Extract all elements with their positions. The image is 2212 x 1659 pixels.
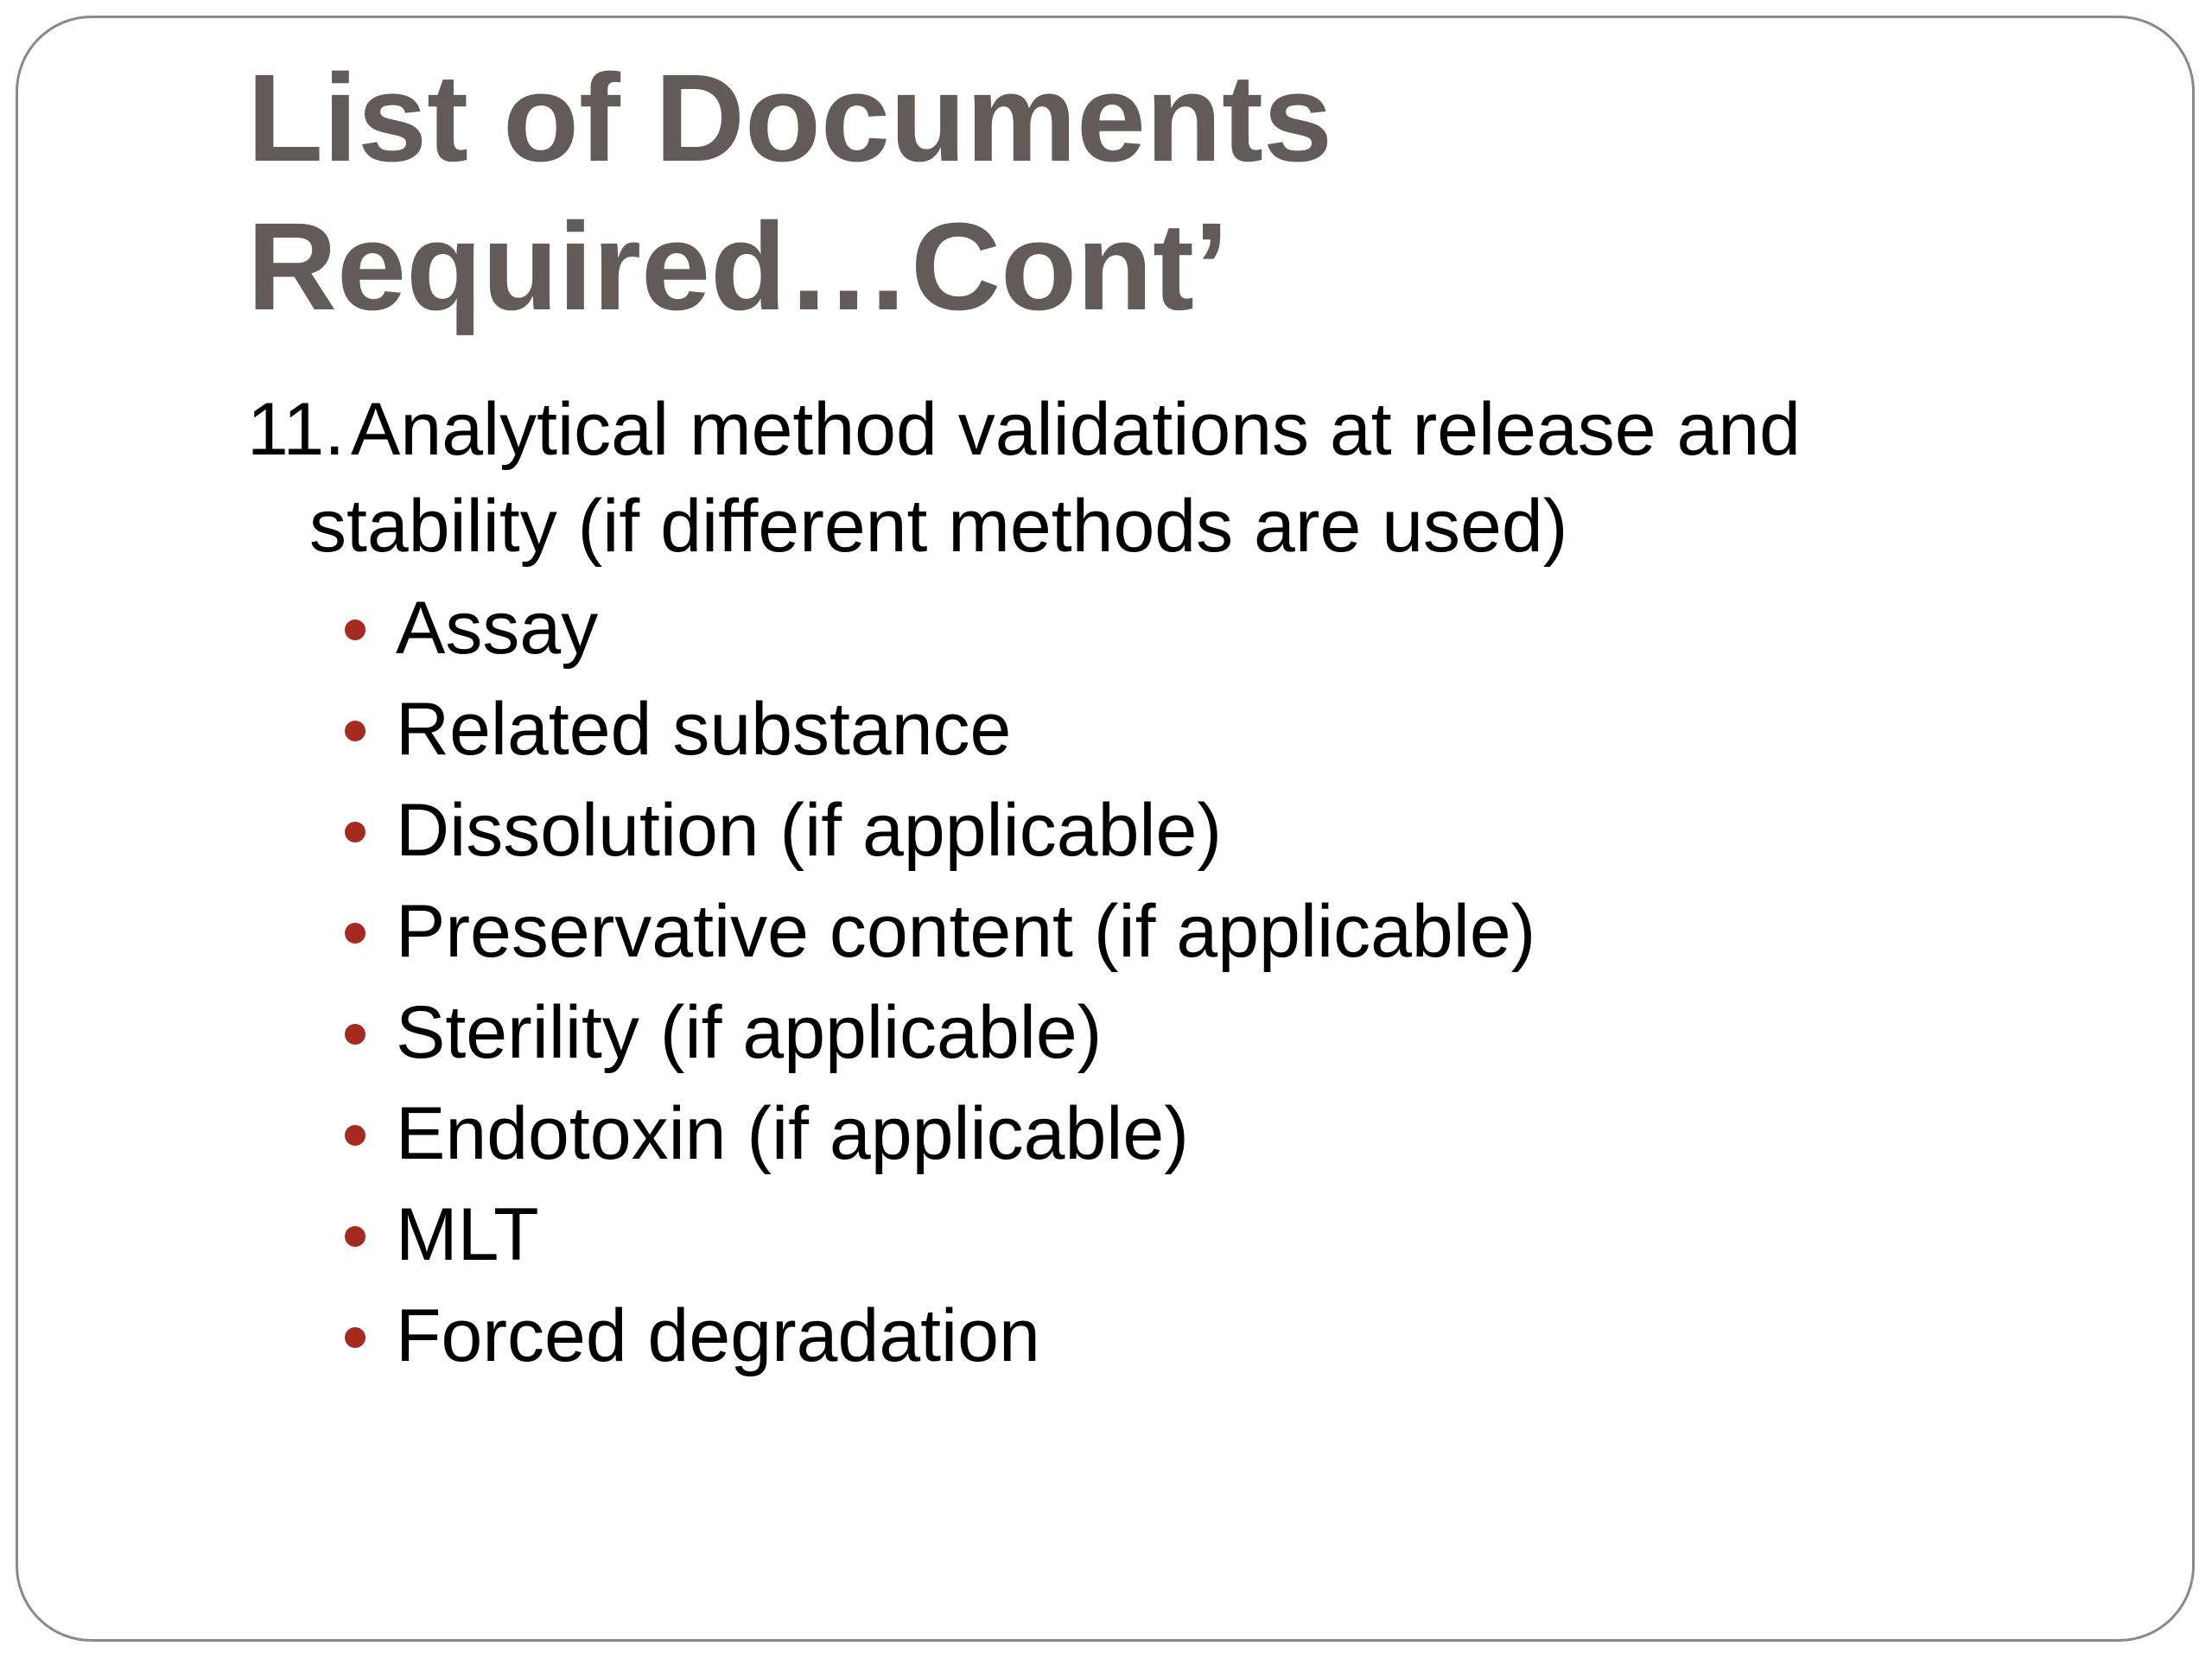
bullet-icon bbox=[345, 923, 365, 944]
list-item bbox=[18, 982, 2092, 1084]
bullet-label: MLT bbox=[396, 1193, 539, 1276]
bullet-label: Endotoxin (if applicable) bbox=[396, 1092, 1189, 1175]
bullet-list bbox=[18, 578, 2092, 1387]
bullet-label: Assay bbox=[396, 587, 599, 670]
bullet-icon bbox=[345, 620, 365, 640]
title-line-1: List of Documents bbox=[247, 48, 1333, 188]
bullet-label: Related substance bbox=[396, 688, 1012, 771]
bullet-icon bbox=[345, 1226, 365, 1247]
slide bbox=[16, 16, 2195, 1642]
bullet-icon bbox=[345, 1024, 365, 1045]
bullet-icon bbox=[345, 721, 365, 741]
list-item bbox=[18, 1286, 2092, 1387]
slide-title bbox=[247, 44, 2062, 341]
item-text-line-2: stability (if different methods are used) bbox=[309, 485, 1568, 568]
bullet-label: Forced degradation bbox=[396, 1294, 1040, 1377]
list-item bbox=[18, 679, 2092, 780]
item-text-line-1: Analytical method validations at release and bbox=[351, 388, 1802, 471]
title-line-2: Required…Cont’ bbox=[247, 197, 1229, 336]
list-item bbox=[18, 1185, 2092, 1286]
bullet-icon bbox=[345, 1327, 365, 1348]
numbered-item-11 bbox=[247, 381, 2062, 575]
list-item bbox=[18, 1084, 2092, 1185]
bullet-label: Dissolution (if applicable) bbox=[396, 789, 1222, 872]
bullet-icon bbox=[345, 822, 365, 842]
bullet-label: Sterility (if applicable) bbox=[396, 991, 1103, 1074]
bullet-icon bbox=[345, 1125, 365, 1146]
bullet-label: Preservative content (if applicable) bbox=[396, 890, 1536, 973]
numbered-item-first-line bbox=[247, 381, 2062, 478]
list-item bbox=[18, 578, 2092, 679]
item-number: 11. bbox=[247, 388, 346, 471]
list-item bbox=[18, 881, 2092, 982]
list-item bbox=[18, 780, 2092, 881]
